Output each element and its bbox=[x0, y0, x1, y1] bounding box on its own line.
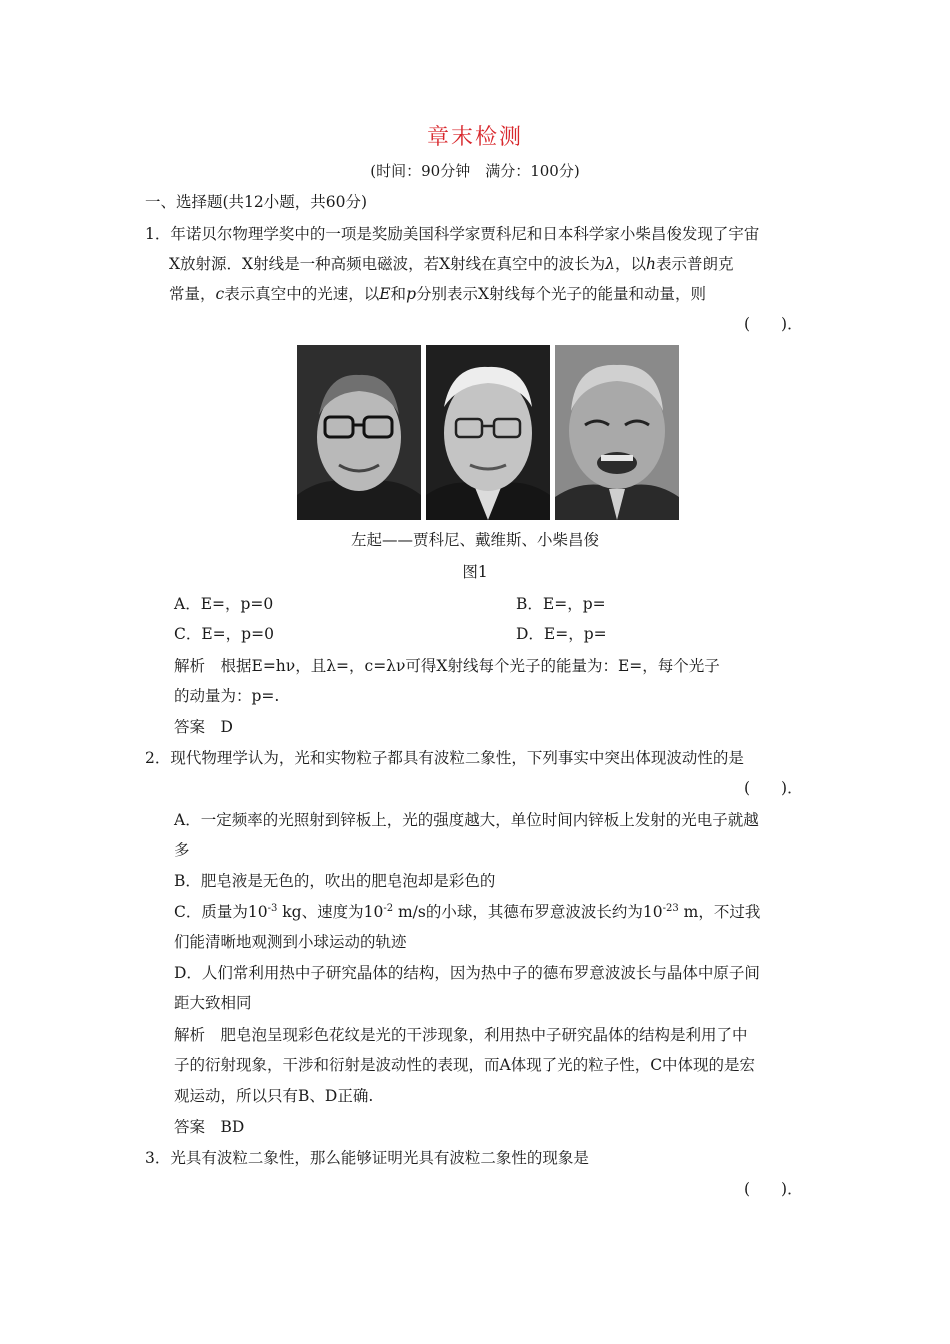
q3-answer-blank: ( )． bbox=[744, 1180, 803, 1198]
photo-davis bbox=[426, 345, 550, 520]
q3-stem: 3．光具有波粒二象性，那么能够证明光具有波粒二象性的现象是 bbox=[145, 1149, 589, 1167]
photo-koshiba bbox=[555, 345, 679, 520]
q1-analysis-line2: 的动量为：p=. bbox=[174, 687, 280, 705]
q2-option-b: B．肥皂液是无色的，吹出的肥皂泡却是彩色的 bbox=[174, 872, 496, 890]
q1-stem-line2: X放射源．X射线是一种高频电磁波，若X射线在真空中的波长为λ，以h表示普朗克 bbox=[169, 255, 734, 273]
q1-answer: 答案 D bbox=[174, 718, 233, 736]
q1-answer-blank: ( )． bbox=[744, 315, 803, 333]
q2-option-d-line1: D．人们常利用热中子研究晶体的结构，因为热中子的德布罗意波波长与晶体中原子间 bbox=[174, 964, 760, 982]
figure-label: 图1 bbox=[462, 563, 488, 581]
q1-option-a: A．E=，p=0 bbox=[174, 595, 274, 613]
section-heading: 一、选择题(共12小题，共60分) bbox=[145, 193, 368, 211]
q2-option-a-line2: 多 bbox=[174, 841, 190, 859]
q2-option-a-line1: A．一定频率的光照射到锌板上，光的强度越大，单位时间内锌板上发射的光电子就越 bbox=[174, 811, 759, 829]
photo-giacconi bbox=[297, 345, 421, 520]
q1-analysis-line1: 解析 根据E=hν，且λ=，c=λν可得X射线每个光子的能量为：E=，每个光子 bbox=[174, 657, 720, 675]
page-title: 章末检测 bbox=[426, 125, 523, 150]
q2-analysis-line3: 观运动，所以只有B、D正确. bbox=[174, 1087, 374, 1105]
q1-stem-line3: 常量，c表示真空中的光速，以E和p分别表示X射线每个光子的能量和动量，则 bbox=[169, 285, 707, 303]
q2-stem: 2．现代物理学认为，光和实物粒子都具有波粒二象性，下列事实中突出体现波动性的是 bbox=[145, 749, 744, 767]
q2-answer: 答案 BD bbox=[174, 1118, 245, 1136]
q1-option-b: B．E=，p= bbox=[516, 595, 606, 613]
q1-option-d: D．E=，p= bbox=[516, 625, 607, 643]
q1-stem-line1: 1．年诺贝尔物理学奖中的一项是奖励美国科学家贾科尼和日本科学家小柴昌俊发现了宇宙 bbox=[145, 225, 760, 243]
q2-option-c-line1: C．质量为$10^{-3}$ kg、速度为$10^{-2}$ m/s的小球，其德布罗意波波长约为$10^{-23}$ m，不过我 bbox=[174, 902, 761, 921]
q2-analysis-line2: 子的衍射现象，干涉和衍射是波动性的表现，而A体现了光的粒子性，C中体现的是宏 bbox=[174, 1056, 756, 1074]
q1-option-c: C．E=，p=0 bbox=[174, 625, 274, 643]
q2-option-d-line2: 距大致相同 bbox=[174, 994, 252, 1012]
figure-caption: 左起——贾科尼、戴维斯、小柴昌俊 bbox=[350, 531, 599, 549]
q2-answer-blank: ( )． bbox=[744, 779, 803, 797]
exam-info: (时间：90分钟 满分：100分) bbox=[370, 162, 580, 180]
q2-option-c-line2: 们能清晰地观测到小球运动的轨迹 bbox=[174, 933, 407, 951]
q2-analysis-line1: 解析 肥皂泡呈现彩色花纹是光的干涉现象，利用热中子研究晶体的结构是利用了中 bbox=[174, 1026, 748, 1044]
